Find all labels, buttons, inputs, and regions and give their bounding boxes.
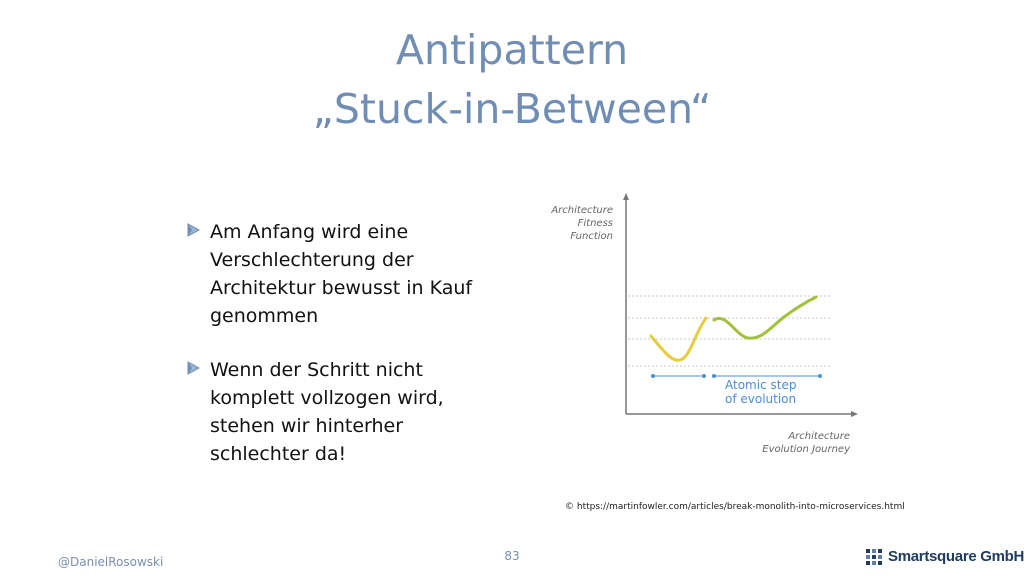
x-axis-label-line2: Evolution Journey: [762, 444, 850, 455]
x-axis-arrow: [851, 411, 858, 417]
evolution-figure-svg: [548, 190, 878, 470]
x-axis-label-line1: Architecture: [788, 431, 850, 442]
bullet-line: Am Anfang wird eine: [210, 221, 409, 243]
bullet-arrow-icon: [186, 361, 200, 375]
bullet-line: Wenn der Schritt nicht: [210, 359, 423, 381]
bullet-text: [210, 218, 486, 330]
bullet-text: [210, 356, 486, 468]
bullet-arrow-icon: [186, 223, 200, 237]
y-axis-label-line2: Fitness: [577, 218, 613, 229]
company-logo: [866, 548, 1024, 565]
evolution-figure: [548, 190, 878, 470]
step-dot: [712, 374, 716, 378]
page-number: 83: [504, 549, 520, 563]
step-dot: [702, 374, 706, 378]
bullet-item-2: [186, 356, 486, 468]
slide-title-line2: „Stuck-in-Between“: [312, 85, 712, 133]
bullet-line: Verschlechterung der: [210, 249, 414, 271]
author-handle: @DanielRosowski: [58, 555, 164, 569]
annotation-line2: of evolution: [725, 392, 797, 406]
slide-title-line1: Antipattern: [395, 26, 629, 74]
logo-grid-icon: [866, 549, 882, 565]
bullet-list: [186, 218, 486, 494]
y-axis-arrow: [623, 193, 629, 200]
image-credit: © https://martinfowler.com/articles/break-monolith-into-microservices.html: [565, 502, 905, 512]
bullet-line: genommen: [210, 305, 319, 327]
annotation-line1: Atomic step: [725, 378, 797, 392]
step-dot: [651, 374, 655, 378]
y-axis-label-line1: Architecture: [551, 205, 613, 216]
bullet-line: schlechter da!: [210, 443, 347, 465]
bullet-line: stehen wir hinterher: [210, 415, 404, 437]
company-name: Smartsquare GmbH: [888, 548, 1024, 565]
bullet-line: Architektur bewusst in Kauf: [210, 277, 473, 299]
y-axis-label-line3: Function: [570, 231, 613, 242]
step-dot: [818, 374, 822, 378]
bullet-line: komplett vollzogen wird,: [210, 387, 444, 409]
bullet-item-1: [186, 218, 486, 330]
